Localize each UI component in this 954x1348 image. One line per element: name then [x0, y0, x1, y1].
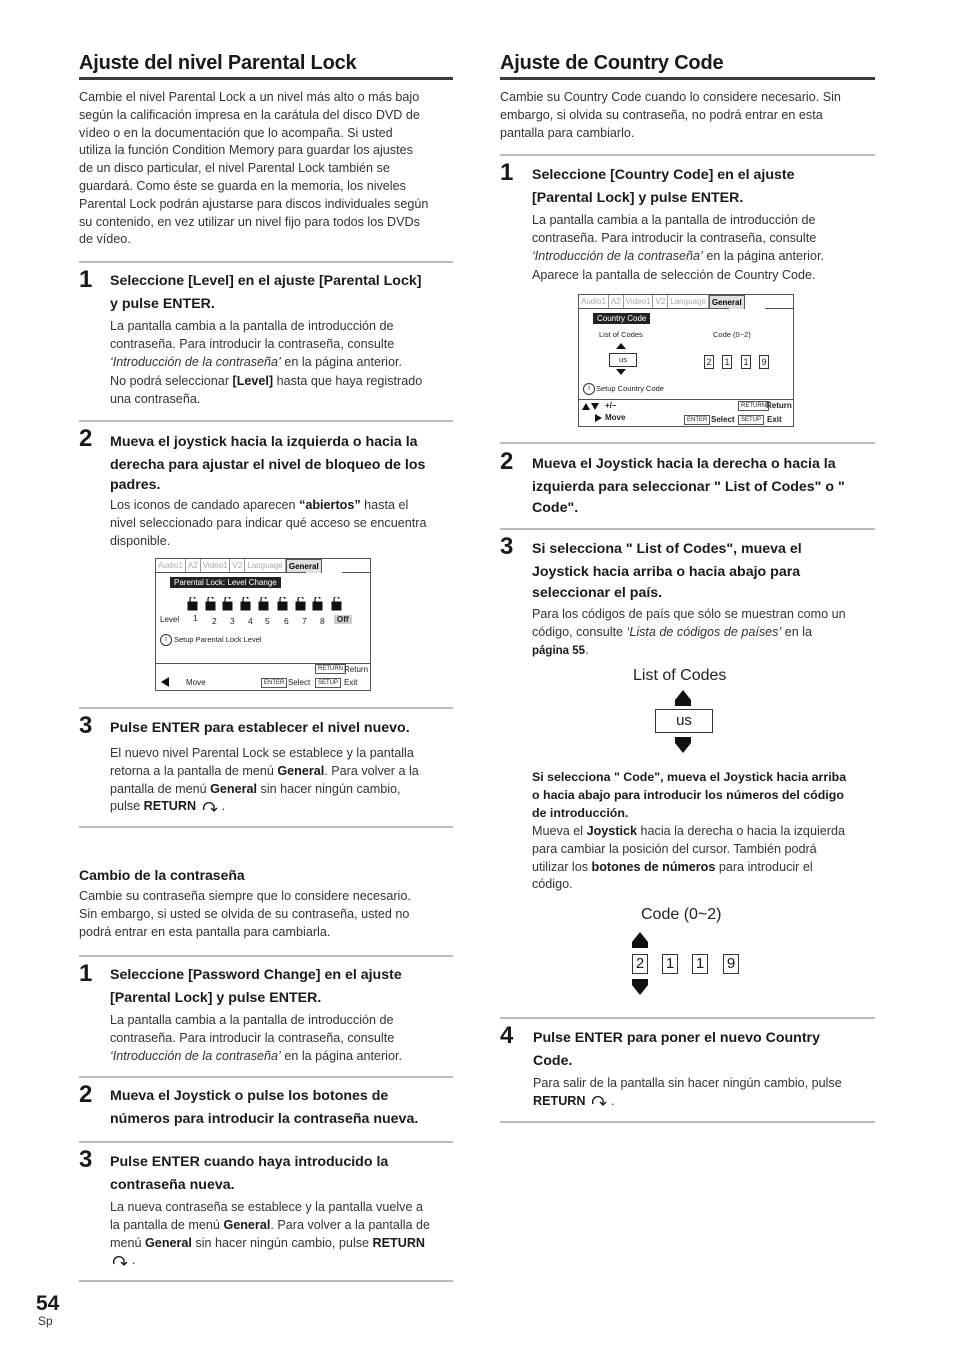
- text-line: disponible.: [110, 533, 171, 548]
- tab-v2: V2: [230, 559, 245, 573]
- intro-line: de un disco particular, el nivel Parental Lock también se: [79, 161, 390, 176]
- text-line: Aparece la pantalla de selección de Country Code.: [532, 268, 816, 283]
- text-line: Para los códigos de país que sólo se muestran como un: [532, 607, 846, 621]
- step-number: 3: [79, 712, 93, 739]
- text-line: [110, 1217, 455, 1235]
- step-heading: [110, 270, 455, 316]
- text-line: contraseña. Para introducir la contraseña, consulte: [110, 336, 395, 351]
- down-arrow-icon: [616, 369, 626, 375]
- return-key: RETURN: [738, 401, 769, 411]
- text-line: [532, 624, 877, 642]
- code-digit: 2: [704, 355, 714, 369]
- info-icon: i: [160, 634, 172, 646]
- section-title-parental-lock: Ajuste del nivel Parental Lock: [79, 52, 357, 74]
- exit-label: Exit: [767, 415, 782, 424]
- text-span: .: [132, 1253, 136, 1268]
- tab-a2: A2: [609, 295, 624, 309]
- up-arrow-icon: [632, 932, 648, 942]
- country-code-value-box: us: [655, 709, 713, 733]
- text-span: sin hacer ningún cambio, pulse: [191, 1235, 373, 1250]
- return-label: Return: [344, 665, 369, 674]
- text-line: nivel seleccionado para indicar qué acceso se encuentra: [110, 515, 427, 530]
- tab-audio1: Audio1: [156, 559, 186, 573]
- text-span: pulse: [110, 799, 144, 814]
- up-arrow-icon: [582, 403, 590, 410]
- select-label: Select: [711, 415, 735, 424]
- step-number: 3: [79, 1146, 93, 1173]
- step-number: 1: [79, 960, 93, 987]
- divider: [500, 1017, 875, 1019]
- updown-label: +/–: [605, 401, 617, 410]
- setup-key: SETUP: [315, 678, 341, 688]
- code-digit-box: 1: [692, 954, 708, 974]
- bold-term: General: [210, 781, 258, 796]
- divider: [79, 1141, 453, 1143]
- text-line: [532, 859, 877, 877]
- move-label: Move: [186, 678, 206, 687]
- code-note-text: [532, 823, 877, 894]
- text-span: hasta que haya registrado: [273, 374, 423, 389]
- step-heading: [533, 1027, 878, 1073]
- text-line: [532, 248, 877, 266]
- text-line: [532, 823, 877, 841]
- text-span: hasta el: [360, 498, 409, 512]
- heading-line: padres.: [110, 477, 161, 493]
- text-span: . Para volver a la: [324, 763, 419, 778]
- level-value: 8: [320, 616, 325, 626]
- tab-baseline: [765, 308, 793, 309]
- intro-paragraph: [500, 89, 880, 142]
- screen-tabs: [579, 295, 745, 309]
- step-text: [110, 1199, 455, 1270]
- screen-tabs: [156, 559, 322, 573]
- bold-term: RETURN: [143, 799, 197, 814]
- text-span: Los iconos de candado aparecen: [110, 498, 300, 512]
- enter-key: ENTER: [684, 415, 710, 425]
- text-line: contraseña. Para introducir la contraseña, consulte: [110, 1030, 395, 1045]
- enter-key: ENTER: [261, 678, 287, 688]
- return-label: Return: [766, 401, 792, 410]
- step-text: [110, 1012, 455, 1065]
- heading-line: Mueva el joystick hacia la izquierda o hacia la: [110, 434, 418, 450]
- text-span: menú: [110, 1235, 146, 1250]
- heading-line: números para introducir la contraseña nueva.: [110, 1111, 419, 1127]
- setup-key: SETUP: [738, 415, 764, 425]
- heading-line: [Parental Lock] y pulse ENTER.: [110, 990, 322, 1006]
- step-text: [532, 212, 877, 285]
- text-line: [110, 1235, 455, 1253]
- page-language: Sp: [38, 1314, 53, 1328]
- screen-header: Country Code: [593, 313, 650, 324]
- step-number: 3: [500, 533, 514, 560]
- down-arrow-icon: [675, 743, 691, 753]
- bold-term: página 55: [532, 644, 586, 657]
- up-arrow-icon: [616, 343, 626, 349]
- tab-video1: Video1: [201, 559, 231, 573]
- intro-line: de vídeo.: [79, 232, 131, 247]
- text-line: [110, 373, 455, 391]
- text-line: contraseña. Para introducir la contraseña, consulte: [532, 230, 817, 245]
- text-span: retorna a la pantalla de menú: [110, 763, 278, 778]
- step-heading: [532, 538, 877, 603]
- parental-lock-screen: [155, 558, 371, 691]
- tab-baseline: [579, 308, 729, 309]
- down-arrow-icon: [632, 985, 648, 995]
- heading-line: derecha para ajustar el nivel de bloqueo de los: [110, 457, 426, 473]
- page-number: 54: [36, 1292, 60, 1315]
- bold-term: RETURN: [533, 1093, 586, 1108]
- intro-line: utiliza la función Condition Memory para guardar los ajustes: [79, 143, 413, 158]
- note-line: o hacia abajo para introducir los números del código: [532, 787, 844, 802]
- list-of-codes-figure-label: List of Codes: [633, 667, 727, 684]
- text-span: . Para volver a la pantalla de: [270, 1217, 430, 1232]
- bold-term: RETURN: [372, 1235, 426, 1250]
- heading-line: contraseña nueva.: [110, 1177, 235, 1193]
- cross-reference: ‘Lista de códigos de países’: [626, 624, 782, 639]
- bold-term: [Level]: [232, 374, 274, 389]
- heading-line: seleccionar el país.: [532, 585, 663, 601]
- heading-line: Pulse ENTER para poner el nuevo Country: [533, 1030, 820, 1046]
- code-note-heading: [532, 769, 882, 822]
- divider: [500, 528, 875, 530]
- divider: [79, 1280, 453, 1282]
- exit-label: Exit: [344, 678, 358, 687]
- return-icon: [200, 801, 222, 813]
- title-rule: [500, 77, 875, 80]
- bold-term: General: [223, 1217, 271, 1232]
- section-title-country-code: Ajuste de Country Code: [500, 52, 724, 74]
- cross-reference: ‘Introducción de la contraseña’: [532, 248, 703, 263]
- code-digit-box: 1: [662, 954, 678, 974]
- step-number: 2: [500, 448, 514, 475]
- screen-header: Parental Lock: Level Change: [170, 577, 281, 588]
- heading-line: [Parental Lock] y pulse ENTER.: [532, 190, 744, 206]
- intro-line: vídeo o en la documentación que lo acompaña. Si usted: [79, 125, 393, 140]
- intro-line: Cambie su Country Code cuando lo considere necesario. Sin: [500, 90, 841, 104]
- bold-term: Joystick: [586, 824, 638, 838]
- footer-rule: [579, 399, 793, 400]
- text-line: [110, 1252, 455, 1270]
- step-heading: [532, 164, 877, 210]
- text-line: [110, 1048, 455, 1066]
- level-value: 7: [302, 616, 307, 626]
- intro-line: Cambie el nivel Parental Lock a un nivel más alto o más bajo: [79, 90, 420, 104]
- intro-line: pantalla para cambiarlo.: [500, 125, 635, 140]
- text-span: para introducir el: [715, 859, 813, 874]
- title-rule: [79, 77, 453, 80]
- intro-line: podrá entrar en esta pantalla para cambiarla.: [79, 924, 331, 939]
- code-digit: 1: [722, 355, 732, 369]
- step-heading: [110, 964, 455, 1010]
- code-label: Code (0~2): [713, 330, 751, 339]
- text-line: La pantalla cambia a la pantalla de introducción de: [110, 1013, 394, 1027]
- intro-line: embargo, si olvida su contraseña, no podrá entrar en esta: [500, 107, 823, 122]
- code-figure-label: Code (0~2): [641, 906, 722, 923]
- level-value: 6: [284, 616, 289, 626]
- tab-general: General: [286, 559, 322, 573]
- text-line: Para salir de la pantalla sin hacer ningún cambio, pulse: [533, 1076, 842, 1090]
- tab-language: Language: [245, 559, 286, 573]
- level-value: 2: [212, 616, 217, 626]
- divider: [79, 826, 453, 828]
- tab-general: General: [709, 295, 745, 309]
- text-span: hacia la derecha o hacia la izquierda: [637, 824, 845, 838]
- text-span: .: [585, 642, 589, 657]
- divider: [79, 707, 453, 709]
- step-heading: Pulse ENTER para establecer el nivel nuevo.: [110, 720, 410, 736]
- text-span: en la: [781, 624, 813, 639]
- divider: [500, 442, 875, 444]
- tab-video1: Video1: [624, 295, 654, 309]
- step-number: 1: [79, 266, 93, 293]
- level-value: 5: [265, 616, 270, 626]
- text-line: para cambiar la posición del cursor. También podrá: [532, 841, 817, 856]
- level-value: 4: [248, 616, 253, 626]
- text-line: una contraseña.: [110, 392, 201, 407]
- note-line: Si selecciona " Code", mueva el Joystick hacia arriba: [532, 770, 847, 784]
- tab-v2: V2: [653, 295, 668, 309]
- code-digit-box: 9: [723, 954, 739, 974]
- cross-reference: ‘Introducción de la contraseña’: [110, 1048, 281, 1063]
- intro-line: según la calificación impresa en la carátula del disco DVD de: [79, 107, 420, 122]
- tab-baseline: [156, 572, 306, 573]
- subsection-title-password: Cambio de la contraseña: [79, 867, 245, 883]
- tab-a2: A2: [186, 559, 201, 573]
- return-key: RETURN: [315, 664, 346, 674]
- info-text: Setup Country Code: [596, 384, 664, 393]
- heading-line: izquierda para seleccionar " List of Codes" o ": [532, 479, 845, 495]
- info-text: Setup Parental Lock Level: [174, 635, 262, 644]
- intro-line: Sin embargo, si usted se olvida de su contraseña, usted no: [79, 906, 410, 921]
- select-label: Select: [288, 678, 311, 687]
- heading-line: Si selecciona " List of Codes", mueva el: [532, 541, 802, 557]
- password-intro: [79, 888, 459, 941]
- down-arrow-icon: [591, 403, 599, 410]
- bold-term: General: [145, 1235, 192, 1250]
- step-heading: [532, 453, 877, 518]
- step-text: [110, 497, 455, 550]
- level-value: 3: [230, 616, 235, 626]
- text-line: [532, 642, 877, 661]
- text-span: .: [610, 1093, 615, 1108]
- code-digit: 1: [741, 355, 751, 369]
- bold-term: “abiertos”: [299, 498, 361, 512]
- intro-line: su contenido, en vez utilizar un nivel fijo para todos los DVDs: [79, 214, 420, 229]
- text-line: La pantalla cambia a la pantalla de introducción de: [110, 319, 394, 333]
- heading-line: Joystick hacia arriba o hacia abajo para: [532, 564, 801, 580]
- text-span: pantalla de menú: [110, 781, 211, 796]
- step-number: 4: [500, 1022, 514, 1049]
- country-code-screen: [578, 294, 794, 427]
- text-line: código.: [532, 877, 573, 892]
- level-label: Level: [160, 615, 180, 624]
- text-span: utilizar los: [532, 859, 592, 874]
- step-text: [532, 606, 877, 660]
- divider: [79, 955, 453, 957]
- step-number: 2: [79, 1081, 93, 1108]
- intro-line: Parental Lock podrán ajustarse para discos individuales según: [79, 196, 429, 211]
- return-icon: [589, 1095, 611, 1107]
- heading-line: Code".: [532, 500, 579, 516]
- tab-language: Language: [668, 295, 709, 309]
- heading-line: Seleccione [Country Code] en el ajuste: [532, 167, 795, 183]
- bold-term: General: [277, 763, 325, 778]
- divider: [79, 420, 453, 422]
- step-text: [110, 745, 455, 816]
- text-span: en la página anterior.: [280, 354, 402, 369]
- text-line: [110, 763, 455, 781]
- step-text: [533, 1075, 878, 1111]
- country-list-value: us: [609, 353, 637, 367]
- divider: [79, 261, 453, 263]
- level-value-selected: Off: [334, 615, 352, 624]
- up-arrow-icon: [675, 690, 691, 700]
- intro-line: Cambie su contraseña siempre que lo considere necesario.: [79, 889, 411, 903]
- text-span: código, consulte: [532, 624, 627, 639]
- text-line: La pantalla cambia a la pantalla de introducción de: [532, 213, 816, 227]
- up-arrow-stem: [632, 942, 648, 948]
- step-text: [110, 318, 455, 409]
- text-line: [110, 798, 455, 816]
- divider: [500, 1121, 875, 1123]
- code-digit-box: 2: [632, 954, 648, 974]
- text-span: No podrá seleccionar: [110, 374, 233, 389]
- divider: [500, 154, 875, 156]
- text-span: en la página anterior.: [702, 248, 824, 263]
- text-span: en la página anterior.: [280, 1048, 402, 1063]
- up-arrow-stem: [675, 700, 691, 706]
- text-line: [110, 497, 455, 515]
- lock-row: [186, 597, 356, 611]
- heading-line: Seleccione [Password Change] en el ajuste: [110, 967, 402, 983]
- intro-line: guardará. Como éste se guarda en la memoria, los niveles: [79, 178, 406, 193]
- note-line: de introducción.: [532, 805, 629, 820]
- lock-icons: [186, 597, 356, 611]
- info-icon: i: [583, 383, 595, 395]
- text-span: sin hacer ningún cambio,: [257, 781, 401, 796]
- text-line: El nuevo nivel Parental Lock se establece y la pantalla: [110, 746, 414, 760]
- step-heading: [110, 1151, 455, 1197]
- text-span: .: [221, 799, 226, 814]
- text-line: [110, 781, 455, 799]
- text-span: la pantalla de menú: [110, 1217, 224, 1232]
- return-icon: [110, 1255, 132, 1267]
- text-line: [533, 1093, 878, 1111]
- heading-line: y pulse ENTER.: [110, 296, 215, 312]
- text-span: Mueva el: [532, 824, 587, 838]
- right-arrow-icon: [595, 414, 602, 422]
- tab-baseline: [342, 572, 370, 573]
- list-of-codes-label: List of Codes: [599, 330, 643, 339]
- text-line: [110, 354, 455, 372]
- code-digit: 9: [759, 355, 769, 369]
- cross-reference: ‘Introducción de la contraseña’: [110, 354, 281, 369]
- intro-paragraph: [79, 89, 459, 249]
- tab-audio1: Audio1: [579, 295, 609, 309]
- text-line: La nueva contraseña se establece y la pantalla vuelve a: [110, 1200, 423, 1214]
- divider: [79, 1076, 453, 1078]
- level-value: 1: [193, 613, 198, 623]
- bold-term: botones de números: [591, 859, 716, 874]
- heading-line: Code.: [533, 1053, 573, 1069]
- step-heading: [110, 1085, 455, 1131]
- heading-line: Seleccione [Level] en el ajuste [Parental Lock]: [110, 273, 422, 289]
- heading-line: Mueva el Joystick hacia la derecha o hacia la: [532, 456, 836, 472]
- heading-line: Mueva el Joystick o pulse los botones de: [110, 1088, 389, 1104]
- step-number: 2: [79, 425, 93, 452]
- left-arrow-icon: [161, 677, 169, 687]
- step-number: 1: [500, 159, 514, 186]
- step-heading: [110, 432, 455, 495]
- move-label: Move: [605, 413, 626, 422]
- heading-line: Pulse ENTER cuando haya introducido la: [110, 1154, 389, 1170]
